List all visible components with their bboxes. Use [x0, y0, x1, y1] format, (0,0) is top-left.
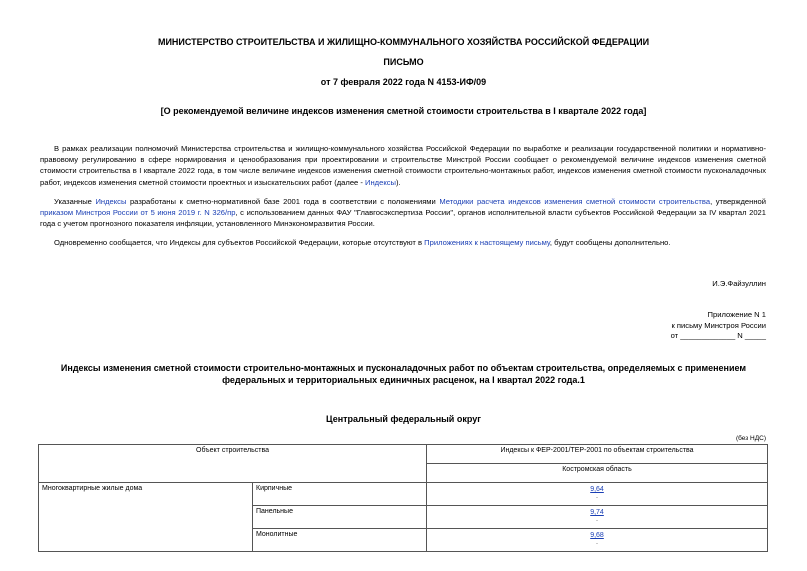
index-value[interactable]: 9,68 — [590, 532, 604, 539]
index-dash: - — [596, 541, 599, 547]
row-value-cell — [427, 506, 768, 529]
col-header-region: Костромская область — [427, 464, 768, 483]
row-category: Многоквартирные жилые дома — [39, 483, 253, 552]
link-indices-2[interactable]: Индексы — [95, 197, 127, 206]
signature: И.Э.Файзуллин — [712, 279, 766, 288]
district-heading: Центральный федеральный округ — [326, 414, 481, 424]
link-appendices[interactable]: Приложениях к настоящему письму — [424, 238, 550, 247]
ministry-title: МИНИСТЕРСТВО СТРОИТЕЛЬСТВА И ЖИЛИЩНО-КОММУНАЛЬНОГО ХОЗЯЙСТВА РОССИЙСКОЙ ФЕДЕРАЦИИ — [157, 37, 650, 47]
table-row — [39, 483, 768, 506]
paragraph-intro: В рамках реализации полномочий Министерства строительства и жилищно-коммунального хозяйства Российской Федерации по выработке и реализации государственной политики и нормативно-правовому регулированию в сфере нормирования и ценообразования при проектировании и строительстве Минстрой России сообщает о рекомендуемой величине индексов изменения сметной стоимости строительства в I квартале 2022 года, в том числе величине индексов изменения сметной стоимости строительно-монтажных работ, индексов изменения сметной стоимости пусконаладочных работ, индексов изменения сметной стоимости проектных и изыскательских работ (далее - Индексы). — [40, 144, 766, 187]
appendix-date-line: от _____________ N _____ — [670, 331, 766, 340]
col-header-object: Объект строительства — [39, 445, 427, 483]
appendix-ref: к письму Минстроя России — [671, 321, 766, 330]
row-value-cell — [427, 483, 768, 506]
index-dash: - — [596, 518, 599, 524]
row-type: Панельные — [253, 506, 427, 529]
link-order[interactable]: приказом Минстроя России от 5 июня 2019 г. N 326/пр — [40, 208, 236, 218]
col-header-index: Индексы к ФЕР-2001/ТЕР-2001 по объектам строительства — [427, 445, 768, 464]
row-type: Кирпичные — [253, 483, 427, 506]
document-type: ПИСЬМО — [383, 57, 424, 67]
index-value[interactable]: 9,64 — [590, 486, 604, 493]
table-header-row — [39, 445, 768, 464]
paragraph-additional: Одновременно сообщается, что Индексы для субъектов Российской Федерации, которые отсутствуют в Приложениях к настоящему письму, будут сообщены дополнительно. — [54, 238, 671, 247]
row-value-cell — [427, 529, 768, 552]
paragraph-methodology: Указанные Индексы разработаны к сметно-нормативной базе 2001 года в соответствии с положениями Методики расчета индексов изменения сметной стоимости строительства, утвержденной приказом Минстроя России от 5 июня 2019 г. N 326/пр, с использованием данных ФАУ "Главгосэкспертиза России", органов исполнительной власти субъектов Российской Федерации за IV квартал 2021 года с учетом прогнозного показателя инфляции, установленного Минэкономразвития России. — [40, 197, 766, 229]
document-subject: [О рекомендуемой величине индексов изменения сметной стоимости строительства в I квартале 2022 года] — [160, 106, 647, 116]
index-value[interactable]: 9,74 — [590, 509, 604, 516]
link-indices[interactable]: Индексы — [365, 177, 396, 187]
index-dash: - — [596, 495, 599, 501]
vat-note: (без НДС) — [735, 435, 766, 442]
row-type: Монолитные — [253, 529, 427, 552]
appendix-heading: Индексы изменения сметной стоимости строительно-монтажных и пусконаладочных работ по объектам строительства, определяемых с применением федеральных и территориальных единичных расценок, на I квартал 2022 года.1 — [60, 363, 747, 385]
document-date-number: от 7 февраля 2022 года N 4153-ИФ/09 — [320, 77, 487, 87]
link-methodology[interactable]: Методики расчета индексов изменения сметной стоимости строительства — [439, 197, 711, 206]
indices-table — [38, 444, 768, 552]
appendix-title: Приложение N 1 — [707, 310, 766, 319]
